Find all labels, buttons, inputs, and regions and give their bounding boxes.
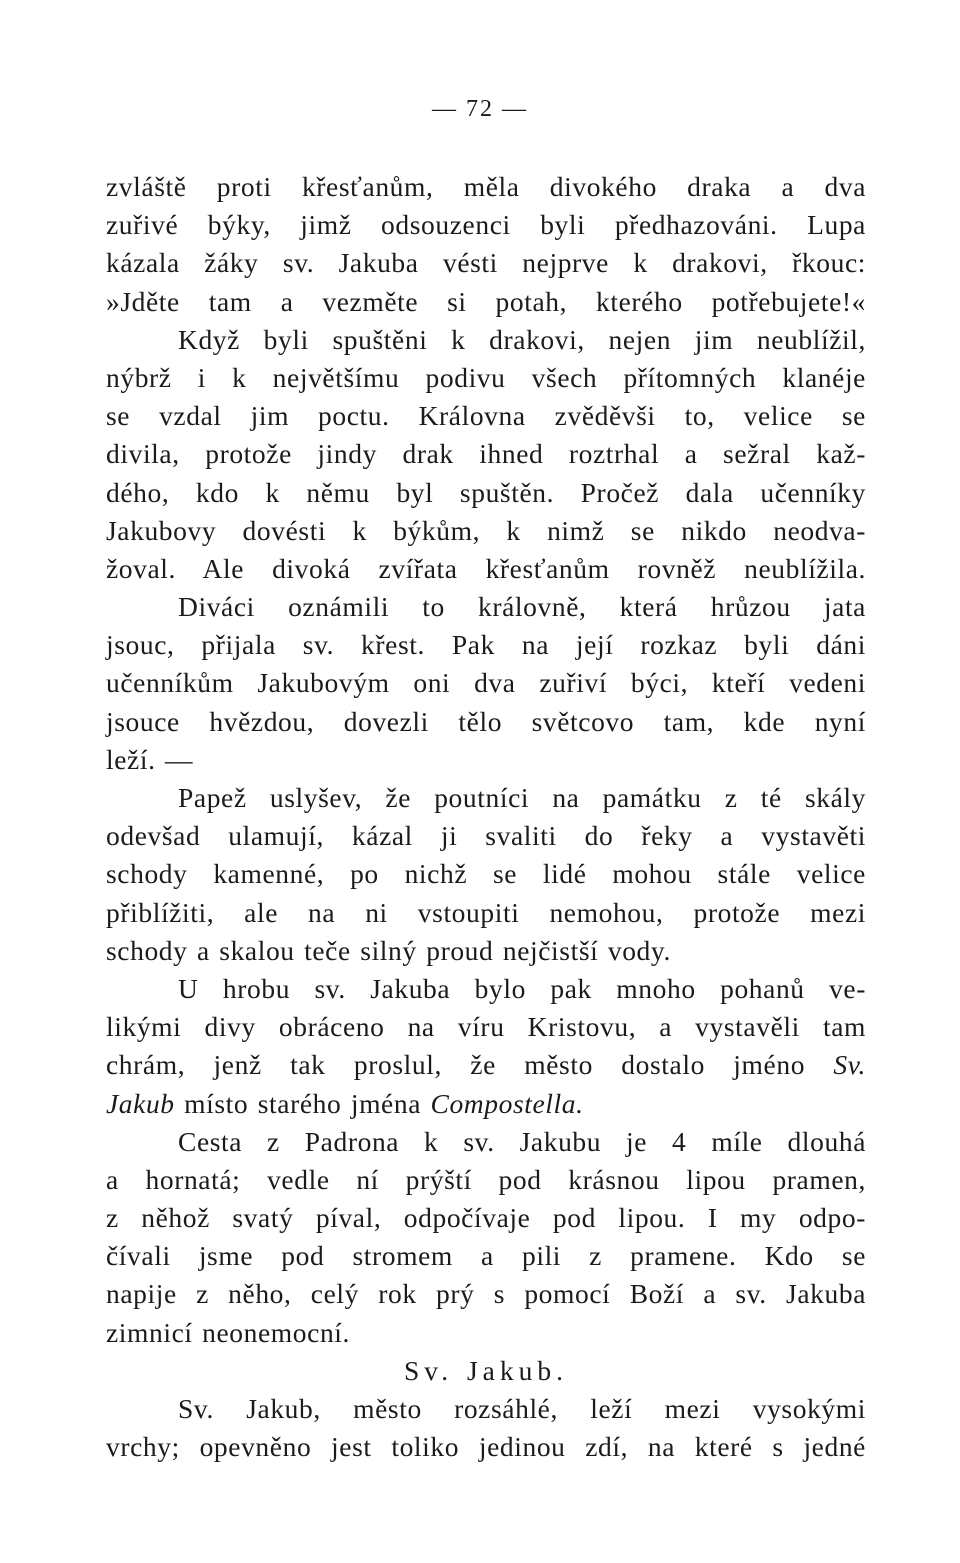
text-line	[106, 932, 866, 970]
line-text: jsouc, přijala sv. křest. Pak na její rozkaz byli dáni	[106, 629, 866, 661]
line-text: dého, kdo k němu byl spuštěn. Pročež dala učenníky	[106, 476, 866, 508]
text-line	[106, 1428, 866, 1466]
text-line	[106, 855, 866, 893]
line-text: jsouce hvězdou, dovezli tělo světcovo tam, kde nyní	[106, 705, 866, 737]
line-text: nýbrž i k největšímu podivu všech přítomných klanéje	[106, 361, 866, 393]
text-line	[106, 741, 866, 779]
line-text: schody kamenné, po nichž se lidé mohou stále velice	[106, 858, 866, 890]
text-line	[106, 894, 866, 932]
line-text: Jakubovy dovésti k býkům, k nimž se nikdo neodva-	[106, 514, 866, 546]
text-line	[106, 206, 866, 244]
text-line	[106, 664, 866, 702]
text-line	[106, 550, 866, 588]
line-text: vrchy; opevněno jest toliko jedinou zdí, na které s jedné	[106, 1431, 866, 1463]
line-text: Papež uslyšev, že poutníci na památku z té skály	[178, 782, 866, 813]
text-line	[106, 1199, 866, 1237]
text-line	[106, 779, 866, 817]
italic-text: Jakub	[106, 1087, 175, 1119]
text-line	[106, 435, 866, 473]
text-line	[106, 703, 866, 741]
line-text: Sv. Jakub.	[403, 1354, 569, 1386]
text-line	[106, 588, 866, 626]
text-line	[106, 1314, 866, 1352]
section-heading	[106, 1352, 866, 1390]
text-line	[106, 244, 866, 282]
text-line	[106, 1161, 866, 1199]
line-text: kázala žáky sv. Jakuba vésti nejprve k drakovi, řkouc:	[106, 247, 866, 279]
text-line	[106, 359, 866, 397]
body-text	[106, 168, 866, 1466]
text-line	[106, 970, 866, 1008]
line-text: z něhož svatý píval, odpočívaje pod lipou. I my odpo-	[106, 1202, 866, 1234]
line-text: leží. —	[106, 743, 194, 775]
line-text: Sv. Jakub, město rozsáhlé, leží mezi vysokými	[178, 1393, 866, 1424]
line-text: U hrobu sv. Jakuba bylo pak mnoho pohanů ve-	[178, 972, 866, 1004]
line-text: schody a skalou teče silný proud nejčistší vody.	[106, 934, 671, 966]
text-line	[106, 474, 866, 512]
line-text: Cesta z Padrona k sv. Jakubu je 4 míle dlouhá	[178, 1125, 866, 1157]
italic-text: Sv.	[833, 1049, 866, 1081]
line-text: »Jděte tam a vezměte si potah, kterého potřebujete!«	[106, 285, 866, 317]
line-text: čívali jsme pod stromem a pili z pramene. Kdo se	[106, 1240, 866, 1272]
line-text: žoval. Ale divoká zvířata křesťanům rovněž neublížila.	[106, 552, 866, 584]
line-text: zuřivé býky, jimž odsouzenci byli předhazováni. Lupa	[106, 209, 866, 241]
line-text: zvláště proti křesťanům, měla divokého draka a dva	[106, 171, 866, 202]
text-line	[106, 1008, 866, 1046]
line-text: napije z něho, celý rok prý s pomocí Boží a sv. Jakuba	[106, 1278, 866, 1310]
line-text: učenníkům Jakubovým oni dva zuřiví býci, kteří vedeni	[106, 667, 866, 699]
text-line	[106, 1123, 866, 1161]
italic-text: Compostella.	[430, 1087, 584, 1119]
line-text: chrám, jenž tak proslul, že město dostalo jméno	[106, 1049, 834, 1081]
text-line	[106, 626, 866, 664]
line-text: se vzdal jim poctu. Královna zvěděvši to, velice se	[106, 400, 866, 432]
line-text: a hornatá; vedle ní prýští pod krásnou lipou pramen,	[106, 1163, 866, 1195]
text-line	[106, 321, 866, 359]
text-line	[106, 817, 866, 855]
line-text: likými divy obráceno na víru Kristovu, a vystavěli tam	[106, 1011, 866, 1043]
text-line	[106, 1237, 866, 1275]
text-line	[106, 1046, 866, 1084]
text-line	[106, 397, 866, 435]
line-text: zimnicí neonemocní.	[106, 1316, 351, 1348]
text-line	[106, 168, 866, 206]
text-line	[106, 1390, 866, 1428]
line-text: divila, protože jindy drak ihned roztrhal a sežral kaž-	[106, 438, 866, 470]
line-text: Když byli spuštěni k drakovi, nejen jim neublížil,	[178, 323, 866, 355]
text-line	[106, 512, 866, 550]
line-text: odevšad ulamují, kázal ji svaliti do řeky a vystavěti	[106, 820, 866, 852]
line-text: přiblížiti, ale na ni vstoupiti nemohou, protože mezi	[106, 896, 866, 928]
text-line	[106, 1275, 866, 1313]
line-text: místo starého jména	[174, 1087, 431, 1119]
line-text: Diváci oznámili to královně, která hrůzou jata	[178, 591, 866, 623]
text-line	[106, 283, 866, 321]
page-number: — 72 —	[432, 96, 528, 122]
text-line	[106, 1085, 866, 1123]
